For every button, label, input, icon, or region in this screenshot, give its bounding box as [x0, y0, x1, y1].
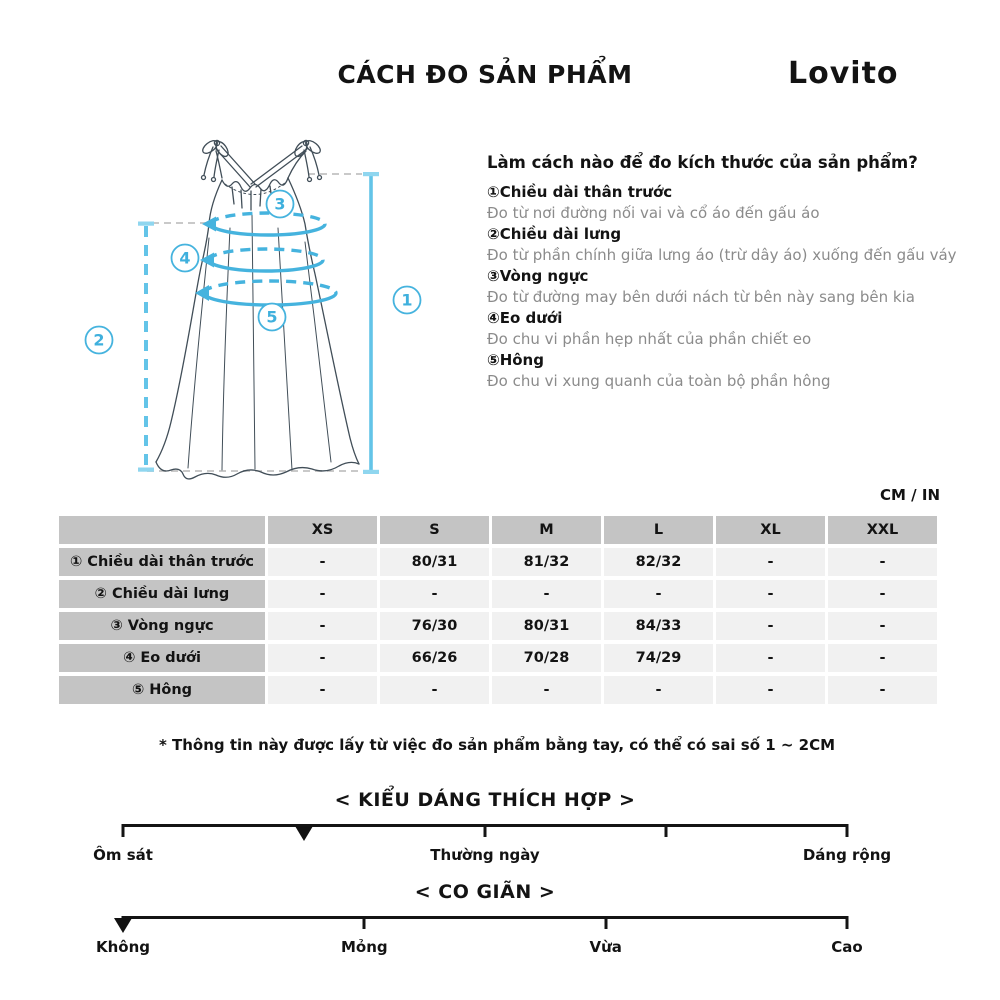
- row-label-hip: ⑤ Hông: [59, 676, 265, 704]
- stretch-slider: [95, 916, 863, 972]
- size-cell: -: [380, 580, 489, 608]
- page-title: CÁCH ĐO SẢN PHẨM: [337, 60, 633, 89]
- slider-label-loose: Dáng rộng: [802, 846, 892, 864]
- measure-guide: [487, 153, 973, 392]
- slider-tick: [363, 916, 366, 929]
- slider-label-slight: Mỏng: [340, 938, 388, 956]
- svg-text:5: 5: [266, 307, 278, 327]
- slider-marker-triangle: [295, 826, 313, 841]
- diagram-marker-3: [267, 191, 294, 218]
- slider-marker-triangle: [114, 918, 132, 933]
- size-cell: -: [604, 676, 713, 704]
- guide-item-bust: [487, 266, 973, 308]
- size-cell: -: [380, 676, 489, 704]
- table-row: [59, 548, 937, 576]
- svg-text:4: 4: [179, 248, 191, 268]
- size-table: [56, 512, 940, 708]
- row-label-bust: ③ Vòng ngực: [59, 612, 265, 640]
- size-cell: -: [716, 676, 825, 704]
- leader-lines: [140, 174, 362, 471]
- column-header-xs: XS: [268, 516, 377, 544]
- slider-label-tight: Ôm sát: [93, 846, 153, 864]
- fit-style-title: < KIỂU DÁNG THÍCH HỢP >: [334, 789, 636, 811]
- size-cell: 81/32: [492, 548, 601, 576]
- measure-line-back-length: [138, 222, 154, 472]
- size-cell: -: [828, 548, 937, 576]
- row-label-back-length: ② Chiều dài lưng: [59, 580, 265, 608]
- guide-item-desc: Đo chu vi phần hẹp nhất của phần chiết eo: [487, 330, 812, 348]
- table-row: [59, 676, 937, 704]
- table-row: [59, 612, 937, 640]
- product-measurement-diagram: [60, 120, 480, 500]
- size-cell: 80/31: [492, 612, 601, 640]
- size-cell: -: [716, 548, 825, 576]
- slider-tick: [846, 916, 849, 929]
- size-cell: -: [716, 612, 825, 640]
- size-cell: 76/30: [380, 612, 489, 640]
- svg-text:3: 3: [274, 194, 286, 214]
- guide-item-hip: [487, 350, 973, 392]
- measure-ellipse-bust: [202, 213, 325, 235]
- column-header-xl: XL: [716, 516, 825, 544]
- guide-item-label: ⑤Hông: [487, 351, 544, 369]
- slider-label-medium: Vừa: [589, 938, 622, 956]
- table-corner-cell: [59, 516, 265, 544]
- column-header-l: L: [604, 516, 713, 544]
- column-header-s: S: [380, 516, 489, 544]
- table-header-row: [59, 516, 937, 544]
- guide-heading: Làm cách nào để đo kích thước của sản phẩm?: [487, 153, 918, 172]
- size-cell: -: [828, 580, 937, 608]
- slider-tick: [846, 824, 849, 837]
- slider-tick: [484, 824, 487, 837]
- size-cell: -: [268, 548, 377, 576]
- size-cell: 66/26: [380, 644, 489, 672]
- size-cell: 80/31: [380, 548, 489, 576]
- guide-item-desc: Đo chu vi xung quanh của toàn bộ phần hông: [487, 372, 831, 390]
- stretch-title: < CO GIÃN >: [414, 881, 556, 903]
- size-cell: -: [492, 676, 601, 704]
- guide-item-label: ②Chiều dài lưng: [487, 225, 622, 243]
- measure-line-front-length: [363, 172, 379, 474]
- slider-track: [123, 916, 847, 919]
- size-cell: 84/33: [604, 612, 713, 640]
- svg-text:1: 1: [401, 290, 413, 310]
- table-row: [59, 644, 937, 672]
- fit-style-slider: [93, 824, 892, 880]
- size-cell: -: [492, 580, 601, 608]
- guide-item-back-length: [487, 224, 973, 266]
- table-row: [59, 580, 937, 608]
- diagram-marker-4: [172, 245, 199, 272]
- unit-label: CM / IN: [880, 486, 940, 504]
- size-cell: -: [716, 580, 825, 608]
- guide-item-desc: Đo từ đường may bên dưới nách từ bên này sang bên kia: [487, 288, 915, 306]
- slider-label-none: Không: [95, 938, 151, 956]
- size-cell: -: [828, 676, 937, 704]
- brand-logo: Lovito: [788, 56, 899, 91]
- guide-item-desc: Đo từ phần chính giữa lưng áo (trừ dây áo) xuống đến gấu váy: [487, 246, 957, 264]
- slider-tick: [122, 824, 125, 837]
- measurement-footnote: * Thông tin này được lấy từ việc đo sản phẩm bằng tay, có thể có sai số 1 ~ 2CM: [158, 736, 836, 754]
- diagram-marker-5: [259, 304, 286, 331]
- guide-item-desc: Đo từ nơi đường nối vai và cổ áo đến gấu áo: [487, 204, 820, 222]
- svg-text:2: 2: [93, 330, 105, 350]
- size-cell: 74/29: [604, 644, 713, 672]
- size-cell: 82/32: [604, 548, 713, 576]
- guide-item-label: ④Eo dưới: [487, 309, 563, 327]
- size-cell: -: [828, 612, 937, 640]
- size-cell: 70/28: [492, 644, 601, 672]
- size-cell: -: [268, 580, 377, 608]
- slider-tick: [604, 916, 607, 929]
- slider-label-high: Cao: [831, 938, 863, 956]
- size-cell: -: [828, 644, 937, 672]
- guide-item-waist: [487, 308, 973, 350]
- guide-item-label: ③Vòng ngực: [487, 267, 589, 285]
- guide-item-label: ①Chiều dài thân trước: [487, 183, 673, 201]
- size-cell: -: [716, 644, 825, 672]
- column-header-m: M: [492, 516, 601, 544]
- row-label-front-length: ① Chiều dài thân trước: [59, 548, 265, 576]
- diagram-marker-2: [86, 327, 113, 354]
- measure-ellipse-waist: [200, 249, 323, 271]
- guide-item-front-length: [487, 182, 973, 224]
- slider-label-regular: Thường ngày: [430, 846, 540, 864]
- measure-ellipse-hip: [195, 281, 336, 305]
- dress-sketch: [156, 138, 359, 479]
- size-table-container: [56, 512, 940, 708]
- size-cell: -: [604, 580, 713, 608]
- size-cell: -: [268, 644, 377, 672]
- row-label-waist: ④ Eo dưới: [59, 644, 265, 672]
- column-header-xxl: XXL: [828, 516, 937, 544]
- diagram-marker-1: [394, 287, 421, 314]
- slider-tick: [665, 824, 668, 837]
- size-cell: -: [268, 612, 377, 640]
- size-cell: -: [268, 676, 377, 704]
